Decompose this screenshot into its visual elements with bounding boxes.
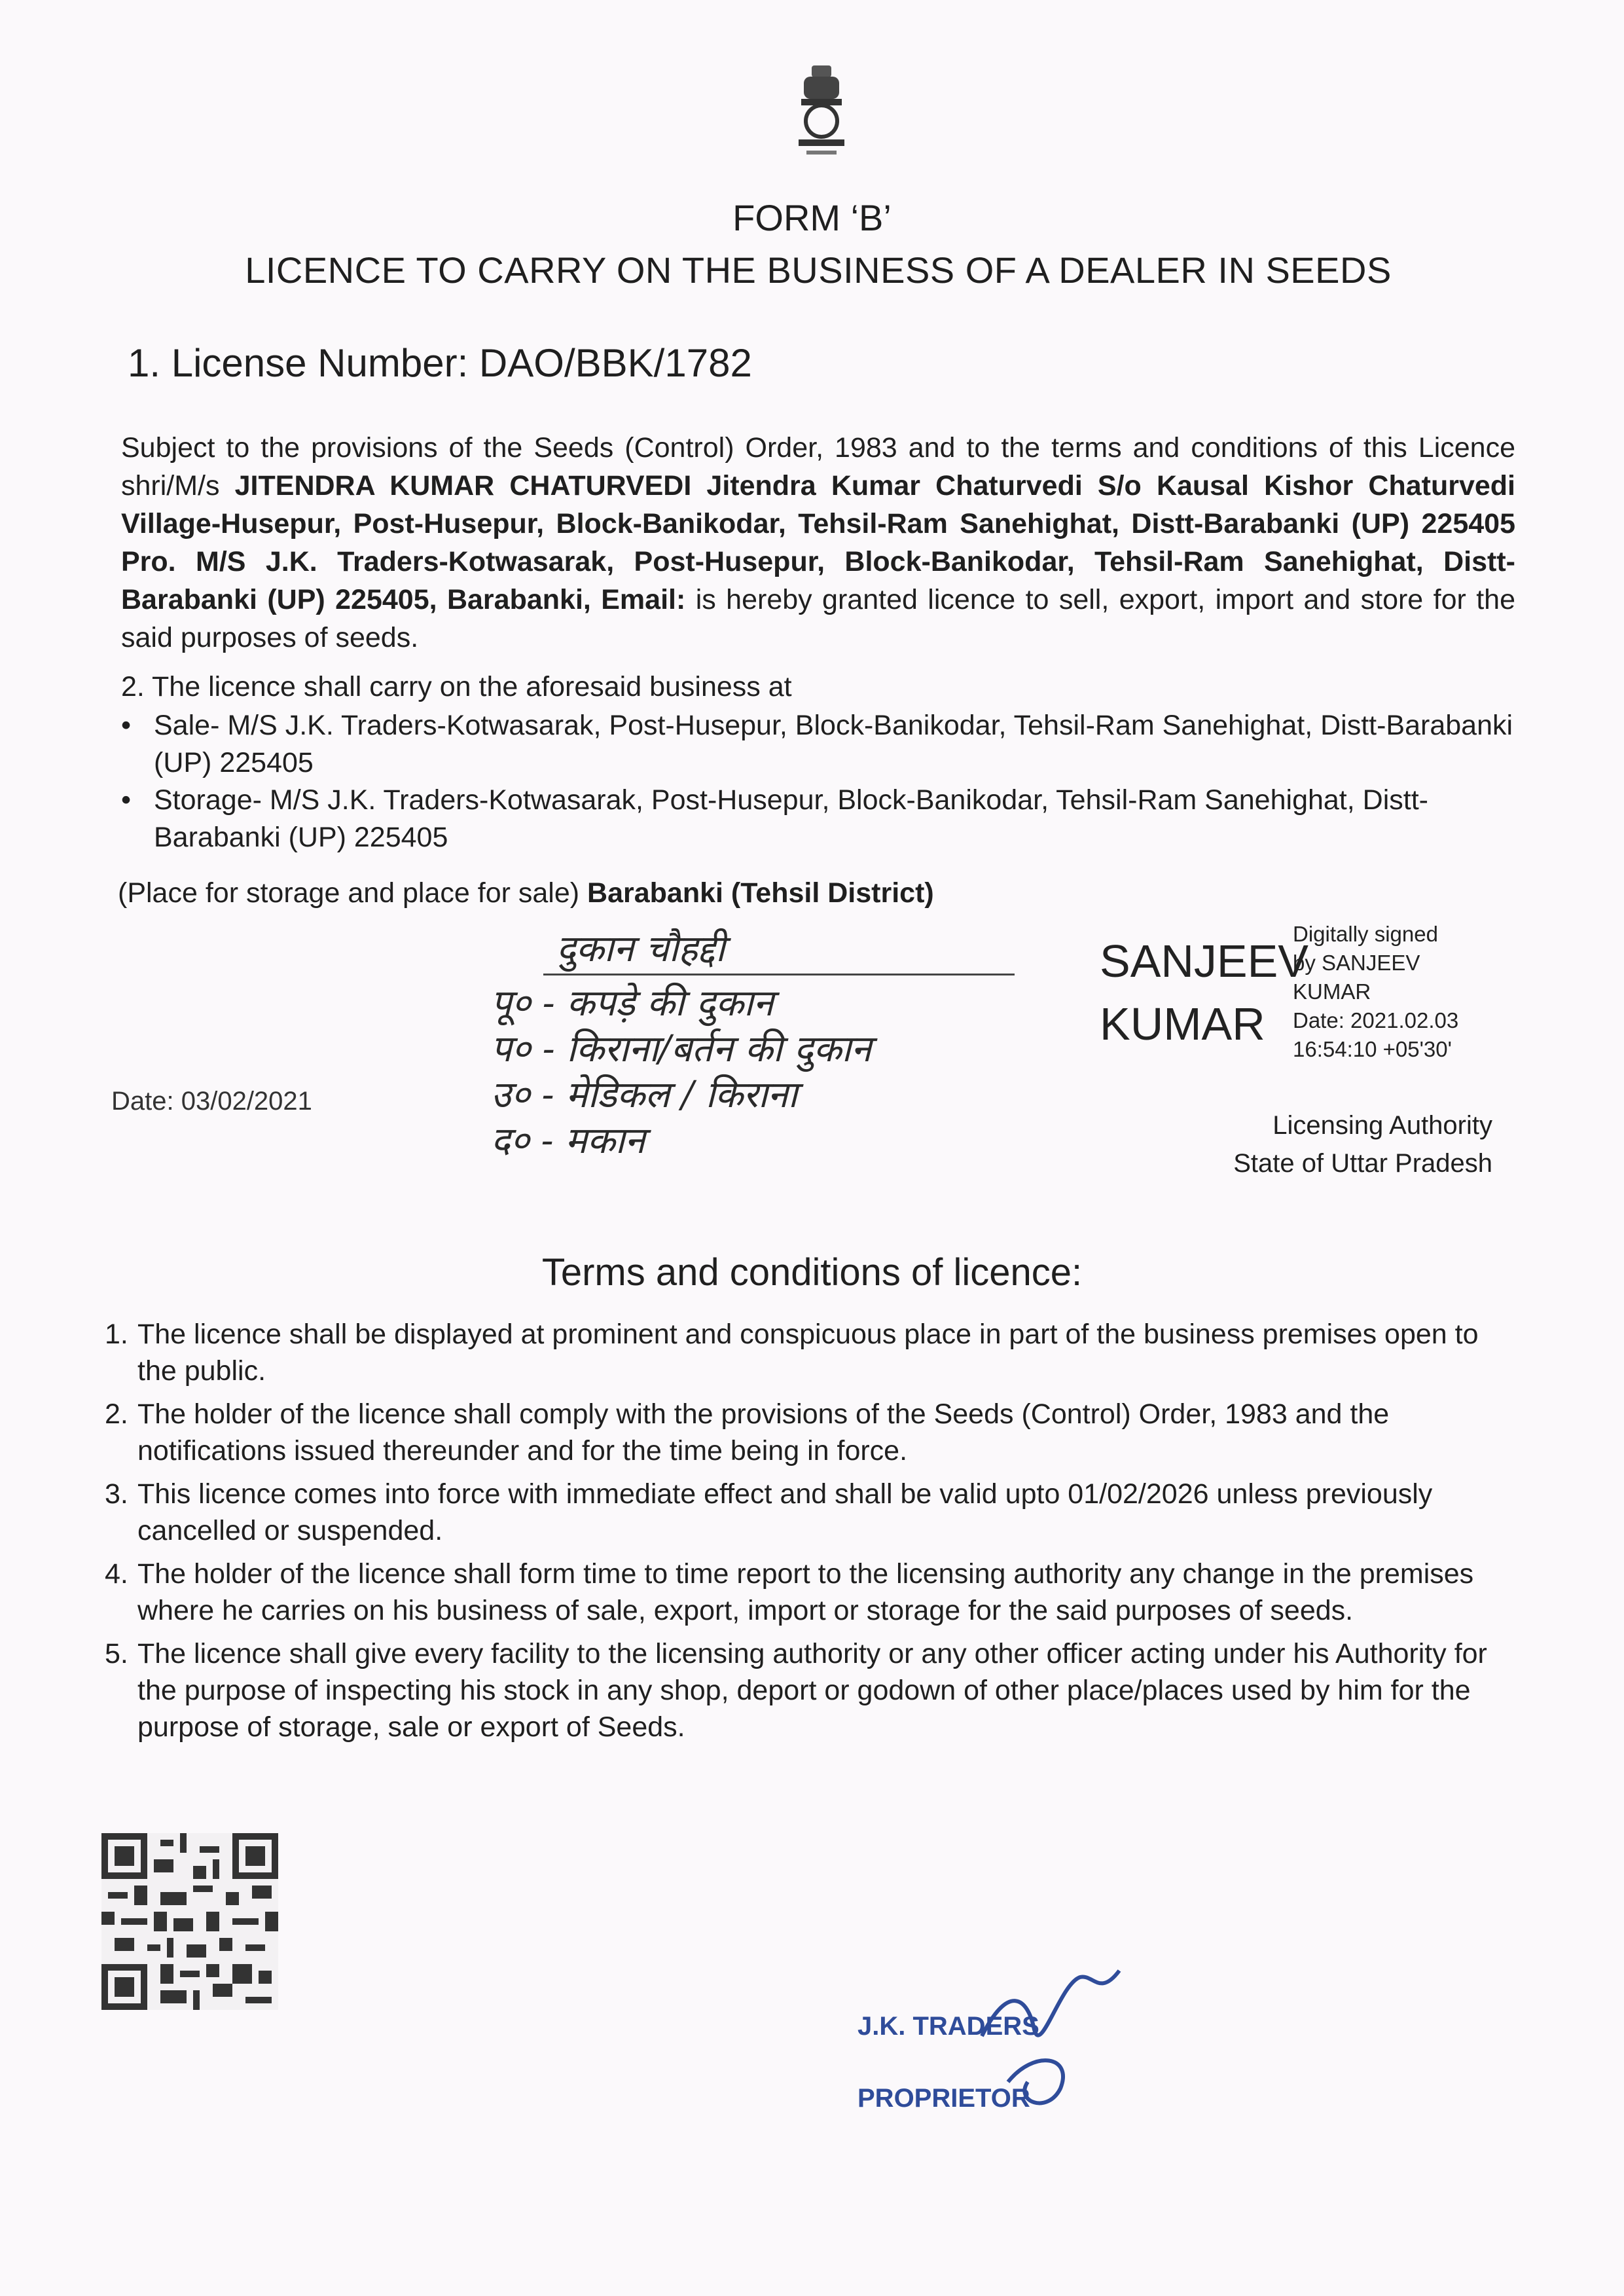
proprietor-signature — [969, 1958, 1139, 2121]
handwritten-boundaries — [491, 926, 1015, 1164]
qr-code-icon — [101, 1833, 278, 2010]
terms-heading: Terms and conditions of licence: — [541, 1251, 1083, 1294]
term-text: The holder of the licence shall form time to time report to the licensing authority any change in the premises where he carries on his business of sale, export, import or storage for the said purposes of seeds. — [137, 1558, 1474, 1626]
grant-rest: is hereby granted licence to sell, export, import and store for the said purposes of seeds. — [121, 584, 1515, 653]
place-line — [118, 877, 934, 909]
term-item — [105, 1396, 1492, 1469]
term-number: 5. — [105, 1638, 128, 1669]
digital-signature-meta — [1293, 920, 1458, 1064]
handwritten-line: द० - मकान — [491, 1120, 645, 1162]
term-item — [105, 1476, 1492, 1549]
handwritten-line: दुकान चौहद्दी — [556, 928, 725, 970]
grant-paragraph — [121, 429, 1515, 657]
term-number: 2. — [105, 1398, 128, 1430]
licensing-authority — [1178, 1106, 1492, 1182]
term-item — [105, 1556, 1492, 1629]
place-value: Barabanki (Tehsil District) — [587, 877, 934, 909]
term-text: This licence comes into force with immediate effect and shall be valid upto 01/02/2026 unless previously cancelled or suspended. — [137, 1478, 1433, 1546]
licensee-details: JITENDRA KUMAR CHATURVEDI Jitendra Kumar Chaturvedi S/o Kausal Kishor Chaturvedi Village-Husepur, Post-Husepur, Block-Banikodar, Tehsil-Ram Sanehighat, Distt-Barabanki (UP) 225405 Pro. M/S J.K. Traders-Kotwasarak, Post-Husepur, Block-Banikodar, Tehsil-Ram Sanehighat, Distt-Barabanki (UP) 225405, Barabanki, Email: — [121, 470, 1515, 615]
document-title: LICENCE TO CARRY ON THE BUSINESS OF A DEALER IN SEEDS — [245, 249, 1392, 291]
handwritten-line: प० - किराना/बर्तन की दुकान — [491, 1028, 872, 1070]
term-item — [105, 1316, 1492, 1389]
terms-list — [105, 1316, 1492, 1752]
stamp-role: PROPRIETOR — [857, 2084, 1030, 2113]
sig-meta-line: KUMAR — [1293, 979, 1371, 1004]
term-text: The holder of the licence shall comply with the provisions of the Seeds (Control) Order, 1983 and the notifications issued thereunder and for the time being in force. — [137, 1398, 1390, 1467]
form-title: FORM ‘B’ — [732, 197, 892, 238]
issue-date: Date: 03/02/2021 — [111, 1087, 312, 1116]
term-number: 3. — [105, 1478, 128, 1510]
storage-location: • Storage- M/S J.K. Traders-Kotwasarak, Post-Husepur, Block-Banikodar, Tehsil-Ram Sanehighat, Distt-Barabanki (UP) 225405 — [121, 782, 1515, 856]
sig-meta-line: Digitally signed — [1293, 922, 1438, 946]
sale-location: • Sale- M/S J.K. Traders-Kotwasarak, Post-Husepur, Block-Banikodar, Tehsil-Ram Sanehighat, Distt-Barabanki (UP) 225405 — [121, 707, 1515, 782]
sig-meta-line: 16:54:10 +05'30' — [1293, 1037, 1452, 1061]
authority-title: Licensing Authority — [1272, 1111, 1492, 1140]
handwritten-line: उ० - मेडिकल / किराना — [491, 1074, 798, 1116]
sig-meta-line: Date: 2021.02.03 — [1293, 1008, 1459, 1032]
signer-name — [1100, 930, 1308, 1055]
signer-last-name: KUMAR — [1100, 998, 1265, 1049]
grant-intro: Subject to the provisions of the Seeds (Control) Order, 1983 and to the terms and conditions of this Licence shri/M/s — [121, 432, 1515, 501]
handwritten-underline — [543, 974, 1015, 975]
term-number: 4. — [105, 1558, 128, 1590]
term-item — [105, 1635, 1492, 1745]
term-number: 1. — [105, 1319, 128, 1350]
signer-first-name: SANJEEV — [1100, 936, 1308, 987]
business-point: 2. The licence shall carry on the aforesaid business at — [121, 671, 792, 702]
place-label: (Place for storage and place for sale) — [118, 877, 588, 909]
authority-state: State of Uttar Pradesh — [1233, 1149, 1492, 1178]
term-text: The licence shall be displayed at prominent and conspicuous place in part of the business premises open to the public. — [137, 1319, 1479, 1387]
sig-meta-line: by SANJEEV — [1293, 951, 1420, 975]
handwritten-line: पू० - कपड़े की दुकान — [491, 982, 774, 1025]
term-text: The licence shall give every facility to the licensing authority or any other officer acting under his Authority for the purpose of inspecting his stock in any shop, deport or godown of other place/places used by him for the purpose of storage, sale or export of Seeds. — [137, 1638, 1487, 1743]
state-emblem-icon — [792, 62, 851, 173]
license-number: 1. License Number: DAO/BBK/1782 — [128, 341, 752, 385]
business-locations — [121, 707, 1515, 856]
stamp-company: J.K. TRADERS — [857, 2012, 1039, 2041]
